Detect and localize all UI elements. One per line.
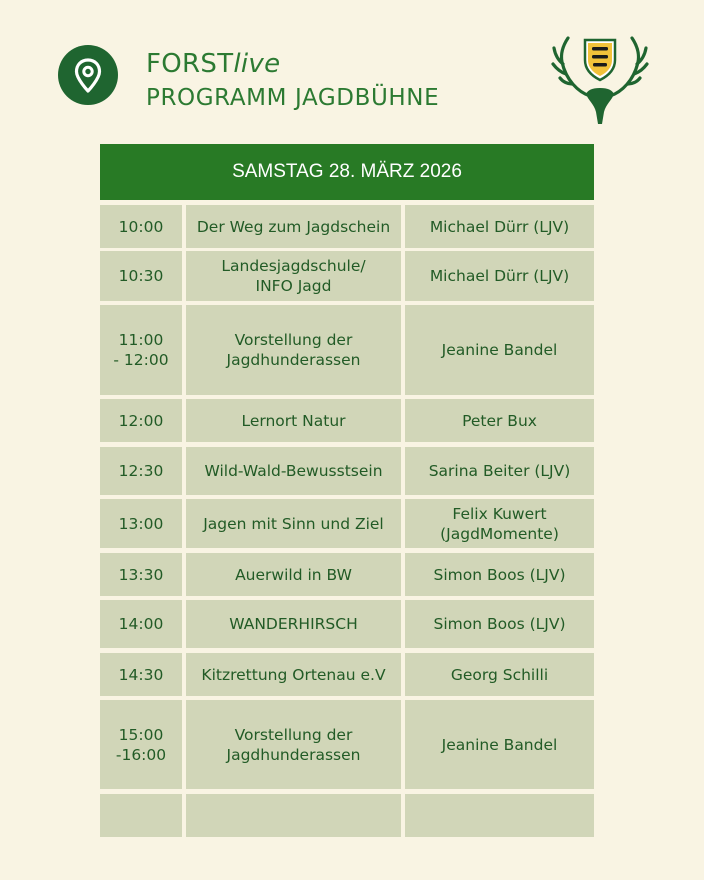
time-cell-text: 10:30 [118, 267, 164, 285]
speaker-cell-text: Michael Dürr (LJV) [429, 267, 570, 285]
speaker-cell [405, 794, 594, 837]
time-cell-text: 14:00 [118, 615, 164, 633]
speaker-cell-text: Peter Bux [462, 411, 537, 430]
schedule-row [100, 399, 594, 442]
page-title: PROGRAMM JAGDBÜHNE [146, 85, 440, 111]
schedule-row [100, 700, 594, 789]
talk-title-cell-text: Auerwild in BW [235, 565, 352, 584]
talk-title-cell-text: Kitzrettung Ortenau e.V [201, 665, 386, 684]
speaker-cell-text: Simon Boos (LJV) [433, 615, 566, 633]
schedule-row [100, 600, 594, 648]
schedule-row [100, 499, 594, 548]
speaker-cell [405, 499, 594, 548]
brand-logo [146, 49, 280, 79]
time-cell [100, 553, 182, 596]
talk-title-cell [186, 251, 401, 301]
talk-title-cell [186, 305, 401, 395]
time-cell-text: 14:30 [118, 665, 164, 684]
schedule-row [100, 305, 594, 395]
speaker-cell-text: Jeanine Bandel [441, 341, 558, 359]
brand-italic: live [233, 49, 281, 79]
time-cell-text: 13:30 [118, 565, 164, 584]
schedule-row [100, 251, 594, 301]
schedule-date-header: SAMSTAG 28. MÄRZ 2026 [100, 144, 594, 200]
talk-title-cell-text: Landesjagdschule/ INFO Jagd [221, 257, 366, 295]
time-cell [100, 205, 182, 248]
time-cell [100, 305, 182, 395]
talk-title-cell-text: Vorstellung der Jagdhunderassen [226, 725, 361, 764]
speaker-cell-text: Simon Boos (LJV) [433, 565, 566, 584]
time-cell [100, 700, 182, 789]
talk-title-cell [186, 553, 401, 596]
location-pin-icon [58, 45, 118, 105]
location-pin-badge [58, 45, 118, 105]
time-cell-text: 13:00 [118, 514, 164, 533]
speaker-cell [405, 447, 594, 495]
time-cell-text: 10:00 [118, 217, 164, 236]
speaker-cell-text: Sarina Beiter (LJV) [428, 462, 571, 480]
talk-title-cell-text: Vorstellung der Jagdhunderassen [226, 331, 361, 369]
time-cell [100, 447, 182, 495]
talk-title-cell [186, 600, 401, 648]
time-cell [100, 399, 182, 442]
talk-title-cell [186, 399, 401, 442]
time-cell-text: 12:30 [118, 462, 164, 480]
talk-title-cell [186, 447, 401, 495]
talk-title-cell-text: WANDERHIRSCH [229, 615, 358, 633]
talk-title-cell [186, 499, 401, 548]
time-cell-text: 11:00 - 12:00 [113, 331, 169, 369]
talk-title-cell [186, 205, 401, 248]
time-cell [100, 499, 182, 548]
talk-title-cell [186, 700, 401, 789]
talk-title-cell [186, 794, 401, 837]
talk-title-cell-text: Der Weg zum Jagdschein [196, 217, 391, 236]
speaker-cell [405, 700, 594, 789]
time-cell [100, 251, 182, 301]
speaker-cell-text: Michael Dürr (LJV) [429, 217, 570, 236]
speaker-cell-text: Georg Schilli [450, 665, 549, 684]
brand-main: FORST [146, 49, 234, 79]
time-cell [100, 653, 182, 696]
time-cell [100, 794, 182, 837]
speaker-cell [405, 600, 594, 648]
speaker-cell [405, 251, 594, 301]
time-cell-text: 15:00 -16:00 [115, 725, 167, 764]
schedule-row [100, 205, 594, 248]
schedule-row [100, 653, 594, 696]
speaker-cell [405, 399, 594, 442]
speaker-cell-text: Felix Kuwert (JagdMomente) [440, 504, 559, 543]
time-cell-text: 12:00 [118, 411, 164, 430]
speaker-cell [405, 205, 594, 248]
speaker-cell [405, 653, 594, 696]
speaker-cell [405, 305, 594, 395]
time-cell [100, 600, 182, 648]
schedule-row [100, 447, 594, 495]
talk-title-cell-text: Wild-Wald-Bewusstsein [204, 462, 383, 480]
talk-title-cell [186, 653, 401, 696]
speaker-cell [405, 553, 594, 596]
schedule-row [100, 553, 594, 596]
talk-title-cell-text: Jagen mit Sinn und Ziel [203, 514, 384, 533]
schedule-row [100, 794, 594, 837]
antler-coat-of-arms-icon [550, 32, 650, 128]
talk-title-cell-text: Lernort Natur [241, 411, 346, 430]
speaker-cell-text: Jeanine Bandel [441, 735, 558, 754]
